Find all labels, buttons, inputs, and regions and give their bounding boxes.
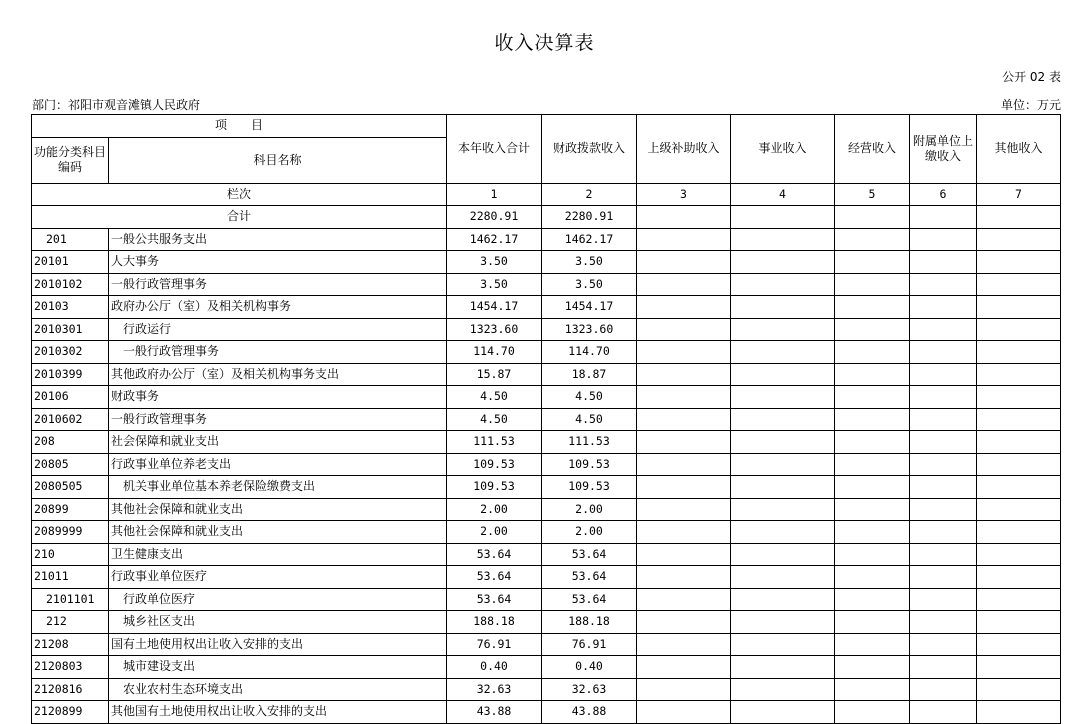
subject-code: 20899 [32,498,109,521]
total-label: 合计 [32,206,447,229]
empty-cell [731,408,835,431]
empty-cell [835,611,910,634]
subject-code: 210 [32,543,109,566]
item-header: 项 目 [32,115,447,138]
empty-cell [977,296,1061,319]
empty-cell [637,633,731,656]
empty-cell [835,521,910,544]
empty-cell [910,386,977,409]
subject-name: 行政单位医疗 [109,588,447,611]
empty-cell [731,453,835,476]
table-row [32,701,1061,724]
table-row [32,498,1061,521]
empty-cell [835,408,910,431]
subject-code: 201 [32,228,109,251]
total-cell [835,206,910,229]
empty-cell [835,431,910,454]
empty-cell [731,498,835,521]
subject-name: 其他社会保障和就业支出 [109,521,447,544]
subject-name: 其他政府办公厅（室）及相关机构事务支出 [109,363,447,386]
subject-name: 城市建设支出 [109,656,447,679]
empty-cell [910,633,977,656]
total-income-value: 2.00 [447,498,542,521]
fiscal-allocation-value: 1323.60 [542,318,637,341]
fiscal-allocation-value: 4.50 [542,408,637,431]
empty-cell [835,296,910,319]
table-row [32,296,1061,319]
table-row [32,341,1061,364]
fiscal-allocation-value: 188.18 [542,611,637,634]
subject-code: 212 [32,611,109,634]
empty-cell [977,588,1061,611]
fiscal-allocation-value: 109.53 [542,476,637,499]
table-row [32,543,1061,566]
empty-cell [731,588,835,611]
total-income-value: 0.40 [447,656,542,679]
fiscal-allocation-value: 114.70 [542,341,637,364]
empty-cell [977,363,1061,386]
empty-cell [977,656,1061,679]
col-header-affiliated-remit: 附属单位上缴收入 [910,115,977,184]
subject-name: 城乡社区支出 [109,611,447,634]
total-sum-value: 2280.91 [447,206,542,229]
subject-name: 农业农村生态环境支出 [109,678,447,701]
empty-cell [910,318,977,341]
total-income-value: 109.53 [447,476,542,499]
empty-cell [977,228,1061,251]
subject-name: 一般行政管理事务 [109,408,447,431]
empty-cell [910,296,977,319]
col-number: 3 [637,183,731,206]
empty-cell [835,656,910,679]
table-row [32,566,1061,589]
empty-cell [835,678,910,701]
subject-code: 20101 [32,251,109,274]
empty-cell [731,273,835,296]
empty-cell [835,566,910,589]
empty-cell [977,251,1061,274]
empty-cell [977,386,1061,409]
fiscal-allocation-value: 76.91 [542,633,637,656]
total-income-value: 3.50 [447,273,542,296]
empty-cell [637,228,731,251]
empty-cell [910,408,977,431]
total-income-value: 3.50 [447,251,542,274]
empty-cell [910,701,977,724]
empty-cell [731,296,835,319]
col-number: 2 [542,183,637,206]
empty-cell [910,588,977,611]
empty-cell [731,476,835,499]
empty-cell [835,453,910,476]
table-row [32,678,1061,701]
empty-cell [731,386,835,409]
subject-code: 2010301 [32,318,109,341]
empty-cell [910,543,977,566]
subject-code: 21011 [32,566,109,589]
col-number: 6 [910,183,977,206]
revenue-table [31,114,1061,724]
empty-cell [977,431,1061,454]
empty-cell [731,341,835,364]
empty-cell [910,498,977,521]
empty-cell [910,431,977,454]
subject-name: 卫生健康支出 [109,543,447,566]
empty-cell [731,543,835,566]
table-row [32,476,1061,499]
empty-cell [835,543,910,566]
total-income-value: 111.53 [447,431,542,454]
empty-cell [731,566,835,589]
empty-cell [731,521,835,544]
empty-cell [835,498,910,521]
fiscal-allocation-value: 43.88 [542,701,637,724]
empty-cell [910,341,977,364]
total-income-value: 114.70 [447,341,542,364]
col-number: 1 [447,183,542,206]
table-row [32,656,1061,679]
empty-cell [637,678,731,701]
empty-cell [910,363,977,386]
total-income-value: 2.00 [447,521,542,544]
empty-cell [731,228,835,251]
table-row [32,453,1061,476]
empty-cell [910,566,977,589]
fiscal-allocation-value: 109.53 [542,453,637,476]
subject-name: 其他社会保障和就业支出 [109,498,447,521]
empty-cell [637,318,731,341]
col-number: 7 [977,183,1061,206]
empty-cell [910,678,977,701]
empty-cell [977,408,1061,431]
empty-cell [637,498,731,521]
fiscal-allocation-value: 1462.17 [542,228,637,251]
empty-cell [835,633,910,656]
total-income-value: 53.64 [447,566,542,589]
empty-cell [637,386,731,409]
empty-cell [731,678,835,701]
unit-label: 单位：万元 [1000,98,1061,112]
empty-cell [910,656,977,679]
empty-cell [910,521,977,544]
subject-code: 2120816 [32,678,109,701]
empty-cell [835,363,910,386]
total-cell [637,206,731,229]
fiscal-allocation-value: 1454.17 [542,296,637,319]
name-column-header: 科目名称 [109,137,447,183]
col-number: 4 [731,183,835,206]
empty-cell [977,498,1061,521]
empty-cell [731,251,835,274]
subject-code: 2120899 [32,701,109,724]
empty-cell [637,656,731,679]
subject-code: 20805 [32,453,109,476]
subject-code: 2010102 [32,273,109,296]
empty-cell [910,476,977,499]
empty-cell [637,588,731,611]
table-row [32,408,1061,431]
subject-code: 208 [32,431,109,454]
subject-name: 行政事业单位医疗 [109,566,447,589]
subject-name: 政府办公厅（室）及相关机构事务 [109,296,447,319]
table-row [32,251,1061,274]
total-income-value: 32.63 [447,678,542,701]
empty-cell [637,431,731,454]
empty-cell [731,633,835,656]
table-row [32,318,1061,341]
empty-cell [910,611,977,634]
empty-cell [910,251,977,274]
empty-cell [977,611,1061,634]
subject-name: 行政运行 [109,318,447,341]
empty-cell [835,318,910,341]
empty-cell [977,543,1061,566]
empty-cell [835,341,910,364]
subject-code: 2120803 [32,656,109,679]
empty-cell [835,386,910,409]
table-row [32,611,1061,634]
empty-cell [637,273,731,296]
total-income-value: 15.87 [447,363,542,386]
empty-cell [637,476,731,499]
empty-cell [637,408,731,431]
total-income-value: 188.18 [447,611,542,634]
empty-cell [731,701,835,724]
subject-code: 2089999 [32,521,109,544]
col-header-operating-income: 经营收入 [835,115,910,184]
empty-cell [977,341,1061,364]
fiscal-allocation-value: 111.53 [542,431,637,454]
row-index-label: 栏次 [32,183,447,206]
table-row [32,363,1061,386]
total-fiscal-value: 2280.91 [542,206,637,229]
empty-cell [731,656,835,679]
empty-cell [910,453,977,476]
empty-cell [637,453,731,476]
table-row [32,228,1061,251]
fiscal-allocation-value: 2.00 [542,521,637,544]
fiscal-allocation-value: 32.63 [542,678,637,701]
table-row [32,431,1061,454]
empty-cell [835,701,910,724]
empty-cell [977,521,1061,544]
subject-name: 行政事业单位养老支出 [109,453,447,476]
total-income-value: 1454.17 [447,296,542,319]
total-income-value: 76.91 [447,633,542,656]
total-income-value: 4.50 [447,408,542,431]
subject-name: 财政事务 [109,386,447,409]
empty-cell [977,273,1061,296]
form-number: 公开 02 表 [1002,70,1061,84]
empty-cell [637,296,731,319]
table-row [32,633,1061,656]
empty-cell [835,273,910,296]
table-row [32,386,1061,409]
fiscal-allocation-value: 53.64 [542,566,637,589]
total-income-value: 109.53 [447,453,542,476]
empty-cell [731,318,835,341]
subject-code: 2010602 [32,408,109,431]
empty-cell [637,521,731,544]
total-income-value: 53.64 [447,588,542,611]
col-header-total: 本年收入合计 [447,115,542,184]
empty-cell [637,701,731,724]
empty-cell [637,611,731,634]
subject-name: 国有土地使用权出让收入安排的支出 [109,633,447,656]
fiscal-allocation-value: 0.40 [542,656,637,679]
subject-code: 20106 [32,386,109,409]
empty-cell [977,701,1061,724]
subject-code: 2010399 [32,363,109,386]
page-title: 收入决算表 [494,32,595,54]
empty-cell [910,228,977,251]
subject-name: 其他国有土地使用权出让收入安排的支出 [109,701,447,724]
empty-cell [835,251,910,274]
total-cell [910,206,977,229]
empty-cell [977,318,1061,341]
empty-cell [977,453,1061,476]
empty-cell [637,566,731,589]
total-income-value: 1462.17 [447,228,542,251]
code-column-header: 功能分类科目编码 [32,137,109,183]
table-row [32,521,1061,544]
fiscal-allocation-value: 18.87 [542,363,637,386]
empty-cell [637,341,731,364]
subject-name: 一般行政管理事务 [109,341,447,364]
empty-cell [637,363,731,386]
empty-cell [731,363,835,386]
total-cell [977,206,1061,229]
subject-name: 机关事业单位基本养老保险缴费支出 [109,476,447,499]
fiscal-allocation-value: 3.50 [542,273,637,296]
fiscal-allocation-value: 3.50 [542,251,637,274]
table-row [32,588,1061,611]
subject-name: 人大事务 [109,251,447,274]
col-header-fiscal: 财政拨款收入 [542,115,637,184]
subject-name: 一般行政管理事务 [109,273,447,296]
fiscal-allocation-value: 2.00 [542,498,637,521]
empty-cell [910,273,977,296]
total-income-value: 43.88 [447,701,542,724]
department-label: 部门：祁阳市观音滩镇人民政府 [32,98,201,112]
col-number: 5 [835,183,910,206]
empty-cell [835,476,910,499]
empty-cell [835,228,910,251]
fiscal-allocation-value: 53.64 [542,588,637,611]
total-income-value: 53.64 [447,543,542,566]
col-header-business-income: 事业收入 [731,115,835,184]
empty-cell [977,633,1061,656]
subject-code: 20103 [32,296,109,319]
empty-cell [977,566,1061,589]
subject-name: 社会保障和就业支出 [109,431,447,454]
total-income-value: 1323.60 [447,318,542,341]
fiscal-allocation-value: 53.64 [542,543,637,566]
empty-cell [637,251,731,274]
subject-code: 2010302 [32,341,109,364]
col-header-superior-subsidy: 上级补助收入 [637,115,731,184]
empty-cell [835,588,910,611]
total-income-value: 4.50 [447,386,542,409]
col-header-other-income: 其他收入 [977,115,1061,184]
subject-code: 2101101 [32,588,109,611]
subject-code: 2080505 [32,476,109,499]
fiscal-allocation-value: 4.50 [542,386,637,409]
subject-name: 一般公共服务支出 [109,228,447,251]
table-row [32,273,1061,296]
subject-code: 21208 [32,633,109,656]
empty-cell [977,678,1061,701]
empty-cell [731,611,835,634]
empty-cell [731,431,835,454]
total-cell [731,206,835,229]
empty-cell [637,543,731,566]
empty-cell [977,476,1061,499]
